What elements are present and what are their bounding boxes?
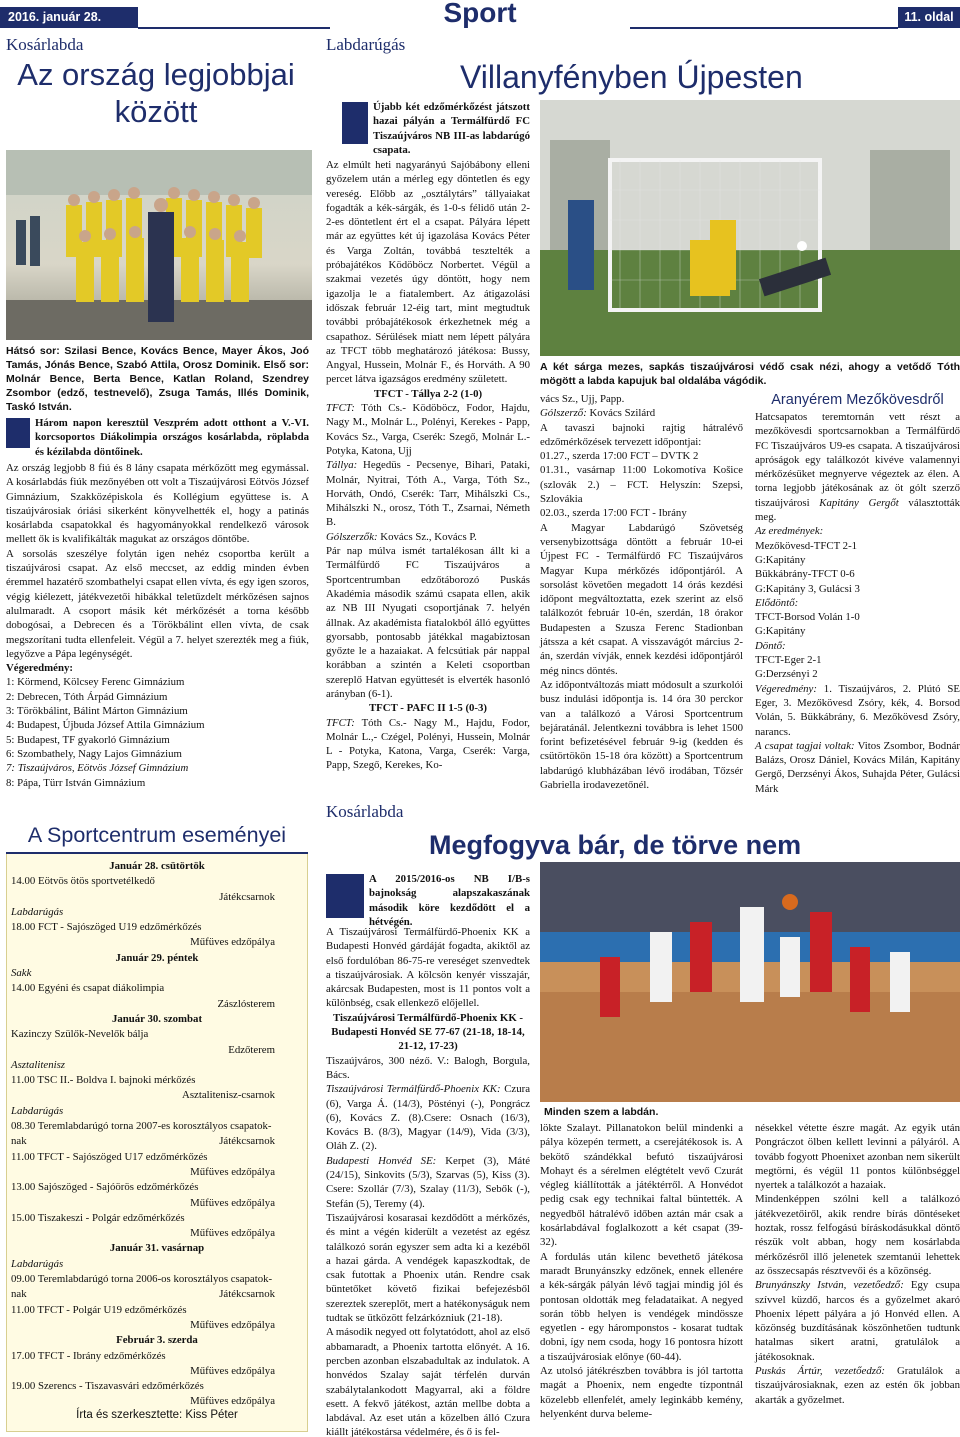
page-header <box>0 0 960 30</box>
event-venue: Játékcsarnok <box>219 890 275 903</box>
result-line: Bükkábrány-TFCT 0-6 <box>755 568 855 581</box>
col-2: vács Sz., Ujj, Papp. Gólszerző: Kovács Szilárd A tavaszi bajnoki rajtig hátralévő edzőmérkőzések tervezett időpontjai: 01.27., szerda 17:00 FCT – DVTK 2 01.31., vasárnap 11:00 Lokomotíva Košice (szlovák 2.) – FCT. Helyszín: Szepsi, Szlovákia 02.03., szerda 17:00 FCT - Ibrány A Magyar Labdarúgó Szövetség versenybizottsága döntött a február 10-ei Újpest FC - Termálfürdő FC Tiszaújváros Magyar Kupa mérkőzés időpontjáról. A sorsolást követően megadott 14 órás kezdési időpont megváltoztatta, ezek szerint az első találkozót február 10-én, szerdán, 18 órakor Budapesten a Szusza Ferenc Stadionban játssza a két csapat. A visszavágót március 2-án, szerdán vívják, ennek kezdési időpontjáról még nincs döntés. Az időpontváltozás miatt módosult a szurkolói busz indulási időpontja is. 14 óra 30 perckor van a találkozó a Városi Sportcentrum bejáratánál. Jelentkezni továbbra is lehet 1500 forint befizetésével február 9-ig (kedden és csütörtökön 15-18 óra között) a Sportcentrum labdarúgó klubházában lévő irodában, Tőzsér Gabriella irodavezetőnél. <box>540 393 743 792</box>
result-line: Elődöntő: <box>755 596 799 609</box>
event-day: Január 30. szombat <box>111 1012 203 1025</box>
headline: Megfogyva bár, de törve nem <box>429 830 802 860</box>
result-line: G:Kapitány <box>755 553 806 566</box>
event-day: Január 31. vasárnap <box>109 1242 205 1255</box>
event-venue: Asztalitenisz-csarnok <box>182 1089 275 1102</box>
event-line: 15.00 Tiszakeszi - Polgár edzőmérkőzés <box>11 1211 185 1224</box>
events-box <box>6 818 308 1432</box>
article-basketball <box>326 800 960 1437</box>
event-line: nak Játékcsarnok <box>11 1135 275 1148</box>
event-venue: Műfüves edzőpálya <box>190 1318 275 1331</box>
event-line: 14.00 Egyéni és csapat diákolimpia <box>11 982 165 995</box>
results-list <box>755 539 960 682</box>
article-body: Az ország legjobb 8 fiú és 8 lány csapata mérkőzött meg egymással. A kosárlabdás fiúk mezőnyében ott volt a Tiszaújvárosi Eötvös József Gimnázium, Szakközépiskola és Kollégium együttese is. A tiszaújvárosiak óriási sikerként könyvelhették el, hogy a patinás kosárlabda csapatokkal és hagyományokkal rendelkező városok mellett ők is kvalifikálták magukat az országos döntőbe. A sorsolás szeszélye folytán igen nehéz csoportba került a tiszaújvárosi csapat. Az első meccset, az eddig minden évben éremmel hazatérő szombathelyi csapat ellen vívta, és egy igen szoros, végig kiélezett, játékvezetői hibákkal teletűzdelt mérkőzésen sajnos alulmaradt. A csoport másik két mérkőzését a torna később dobogósai, a Debrecen és a Törökbálint ellen vívta, de csak megszorítani tudta ellenfeleit. Végül a 7. helyet szerezték meg a fiúk, legyőzve a Pápa legénységét. Végeredmény: 1: Körmend, Kölcsey Ferenc Gimnázium 2: Debrecen, Tóth Árpád Gimnázium 3: Törökbálint, Bálint Márton Gimnázium 4: Budapest, Újbuda József Attila Gimnázium 5: Budapest, TF gyakorló Gimnázium 6: Szombathely, Nagy Lajos Gimnázium 7: Tiszaújváros, Eötvös József Gimnázium 8: Pápa, Türr István Gimnázium <box>6 462 309 789</box>
event-line: 08.30 Teremlabdarúgó torna 2007-es korosztályos csapatok- <box>11 1120 272 1133</box>
credit: Írta és szerkesztette: Kiss Péter <box>76 1409 238 1421</box>
event-venue: Edzőterem <box>228 1043 275 1056</box>
sidebar-title: Aranyérem Mezőkövesdről <box>771 392 944 408</box>
article-football <box>326 34 960 824</box>
event-category: Labdarúgás <box>11 1257 64 1270</box>
lead: A 2015/2016-os NB I/B-s bajnokság alapszakaszának második köre kezdődött el a hétvégén. <box>326 872 530 929</box>
drop-cap <box>326 874 364 918</box>
event-line: Kazinczy Szülők-Nevelők bálja <box>11 1028 149 1041</box>
event-category: Asztalitenisz <box>11 1058 65 1071</box>
results-heading: Végeredmény: <box>6 662 73 675</box>
headline: Villanyfényben Újpesten <box>460 59 803 95</box>
event-day: Január 29. péntek <box>115 951 199 964</box>
event-venue: Műfüves edzőpálya <box>190 936 275 949</box>
event-venue: Műfüves edzőpálya <box>190 1364 275 1377</box>
event-category: Sakk <box>11 967 32 980</box>
event-venue: Műfüves edzőpálya <box>190 1196 275 1209</box>
event-line: nak Játékcsarnok <box>11 1288 275 1301</box>
drop-cap <box>6 418 30 448</box>
event-day: Február 3. szerda <box>116 1334 198 1347</box>
events-list <box>11 859 303 1410</box>
result-line: G:Derzsényi 2 <box>755 668 818 681</box>
event-day: Január 28. csütörtök <box>109 860 205 872</box>
result-line: G:Kapitány <box>755 625 806 638</box>
basketball-photo <box>540 862 960 1102</box>
result-line: G:Kapitány 3, Gulácsi 3 <box>755 582 860 595</box>
drop-cap <box>342 102 368 144</box>
event-venue: Műfüves edzőpálya <box>190 1395 275 1408</box>
col-1: A Tiszaújvárosi Termálfürdő-Phoenix KK a Budapesti Honvéd gárdáját fogadta, akiktől az első fordulóban 86-75-re vereséget szenvedtek a tiszaújvárosiak. A kölcsön kenyér visszajár, akárcsak Budapesten, most is 11 pontos volt a különbség, csak ellenkező előjellel. Tiszaújvárosi Termálfürdő-Phoenix KK - Budapesti Honvéd SE 77-67 (21-18, 18-14, 21-12, 17-23) Tiszaújváros, 300 néző. V.: Balogh, Borgula, Bács. Tiszaújvárosi Termálfürdő-Phoenix KK: Czura (6), Varga Á. (14/3), Pöstényi (-), Pongrácz (6), Kovács Z. (8).Csere: Osnach (16/3), Kovács B. (8/3), Magyar (14/9), Vida (3/3), Oláh Z. (2). Budapesti Honvéd SE: Kerpet (3), Máté (24/15), Sinkovits (5/3), Szarvas (5), Kiss (3). Csere: Szollár (7/3), Szalay (11/3), Sebők (-), Stefán (5), Teremy (4). Tiszaújvárosi kosarasai kezdődött a mérkőzés, és mint a végén kiderült a vezetést az egész találkozó során egyszer sem adta ki a kezéből a hazai gárda. A vendégek kapaszkodtak, de csak futottak a Phoenix után. Rendre csak büntetőket követő fizikai befejezésből szereztek szereplőt, mert a hatékonyságuk nem tudtak se ütközött felzárkózniuk (21-18). A második negyed ott folytatódott, ahol az első abbamaradt, a Phoenix tartotta előnyét. A 16. percben azonban elszabadultak az indulatok. A honvédos Szalay saját térfelén durván szabálytalankodott Magyarral, aki a földre esett. A fekvő játékost, aztán mellbe dobta a labdával. Az eset után a közelben álló Czura kiállt játékostársa védelmére, és ő is fel- <box>326 926 531 1437</box>
photo-caption: Hátsó sor: Szilasi Bence, Kovács Bence, Mayer Ákos, Joó Tamás, Jónás Bence, Szabó Attila, Orosz Dominik. Első sor: Molnár Bence, Berta Bence, Katlan Roland, Szendrey Zsombor (edző, testnevelő), Zsuga Tamás, Illés Dominik, Taskó István. <box>6 345 309 413</box>
kicker: Kosárlabda <box>6 35 84 54</box>
photo-caption: Minden szem a labdán. <box>544 1106 659 1118</box>
event-venue: Műfüves edzőpálya <box>190 1227 275 1240</box>
event-venue: Zászlósterem <box>217 997 275 1010</box>
event-line: 09.00 Teremlabdarúgó torna 2006-os korosztályos csapatok- <box>11 1273 273 1286</box>
result-line: Mezőkövesd-TFCT 2-1 <box>755 539 858 552</box>
events-title: A Sportcentrum eseményei <box>6 818 308 854</box>
event-line: 17.00 TFCT - Ibrány edzőmérkőzés <box>11 1349 166 1362</box>
event-category: Labdarúgás <box>11 1104 64 1117</box>
results-list: 1: Körmend, Kölcsey Ferenc Gimnázium 2: Debrecen, Tóth Árpád Gimnázium 3: Törökbálint, Bálint Márton Gimnázium 4: Budapest, Újbuda József Attila Gimnázium 5: Budapest, TF gyakorló Gimnázium 6: Szombathely, Nagy Lajos Gimnázium 7: Tiszaújváros, Eötvös József Gimnázium 8: Pápa, Türr István Gimnázium <box>6 676 205 789</box>
kicker: Kosárlabda <box>326 802 404 821</box>
headline: Az ország legjobbjai között <box>17 57 295 129</box>
col-1: Az elmúlt heti nagyarányú Sajóbábony elleni győzelem után a mérleg egy döntetlen és egy vereség. Előbb az „osztálytárs” tállyaiakat fogadták a kék-sárgák, és 1-0-s félidő után 2-2-es döntetlent ért el a csapat. Pályára lépett már az együttes két új igazolása Kovács Péter és Varga Zoltán, továbbá tesztelték a próbajátékos Ködöböcz Norbertet. Végül a szakmai vezetés úgy döntött, hogy nem igazolja le a fiatalembert. Az átigazolási időszak február 12-éig tart, mint megtudtuk további próbajátékosok érkezhetnek még a csapathoz. Sérülések miatt nem lépett pályára az TFCT több meghatározó játékosa: Bussy, Angyal, Hussein, Molnár F., és Horváth. A 90 percet látva igazságos eredmény született. TFCT - Tállya 2-2 (1-0) TFCT: Tóth Cs.- Ködöböcz, Fodor, Hajdu, Nagy M., Molnár L., Polényi, Kerekes - Papp, Kovács Sz., Varga, Cserék: Szegő, Molnár L.- Potyka, Katona, Ujj Tállya: Hegedüs - Pecsenye, Bihari, Pataki, Molnár, Nyitrai, Tóth A., Varga, Tóth Sz., Horváth, Ondó, Cserék: Tarr, Mihálszki Cs., Mihálszki N., orosz, Tóth T., Zsarnai, Németh B. Gólszerzők: Kovács Sz., Kovács P. Pár nap múlva ismét tartalékosan állt ki a Termálfürdő FC Tiszaújváros a Sportcentrumban edzőtáborozó Puskás Akadémia második számú csapata ellen, akik az NB III Nyugati csoportjának 7. helyén állnak. Az akadémista fiatalokból álló együttes gyorsabb, pontosabb játékkal magabiztosan győzte le a hazaiakat. A felcsútiak pár nappal korábban a szintén a Keleti csoportban szereplő Hatvan együttesét is elverték hasonló arányban (6-1). TFCT - PAFC II 1-5 (0-3) TFCT: Tóth Cs.- Nagy M., Hajdu, Fodor, Molnár L.,- Czégel, Polényi, Hussein, Molnár L - Potyka, Katona, Varga, Cserék: Varga, Papp, Szegő, Kerekes, Ko- <box>326 159 530 772</box>
event-line: 11.00 TFCT - Polgár U19 edzőmérkőzés <box>11 1303 187 1316</box>
football-photo <box>540 100 960 356</box>
page-number: 11. oldal <box>898 7 960 28</box>
lead: Újabb két edzőmérkőzést játszott hazai pályán a Termálfürdő FC Tiszaújváros NB III-as labdarúgó csapata. <box>342 100 530 157</box>
section-title: Sport <box>330 0 630 29</box>
event-line: 18.00 FCT - Sajószöged U19 edzőmérkőzés <box>11 921 202 934</box>
event-category: Labdarúgás <box>11 905 64 918</box>
event-venue: Műfüves edzőpálya <box>190 1165 275 1178</box>
issue-date: 2016. január 28. <box>0 7 138 28</box>
kicker: Labdarúgás <box>326 35 406 54</box>
event-line: 11.00 TFCT - Sajószöged U17 edzőmérkőzés <box>11 1150 208 1163</box>
event-line: 13.00 Sajószöged - Sajóörös edzőmérkőzés <box>11 1181 199 1194</box>
lead: Három napon keresztül Veszprém adott otthont a V.-VI. korcsoportos Diákolimpia országos kosárlabda, röplabda és kézilabda döntőinek. <box>6 416 309 459</box>
photo-caption: A két sárga mezes, sapkás tiszaújvárosi védő csak nézi, ahogy a vetődő Tóth mögött a labda kapujuk bal oldalába vágódik. <box>540 361 960 387</box>
sidebar-body: Hatcsapatos teremtornán vett részt a mezőkövesdi sportcsarnokban a Termálfürdő FC Tiszaújváros U9-es csapata. A tiszaújvárosi apróságok egy találkozót kivéve valamennyi mérkőzésüket megnyerve végeztek az élen. A torna legjobb játékosának az öt gólt szerző tiszaújvárosi Kapitány Gergőt választották meg. Az eredmények: Mezőkövesd-TFCT 2-1 G:Kapitány Bükkábrány-TFCT 0-6 G:Kapitány 3, Gulácsi 3 Elődöntő: TFCT-Borsod Volán 1-0 G:Kapitány Döntő: TFCT-Eger 2-1 G:Derzsényi 2 Végeredmény: 1. Tiszaújváros, 2. Plútó SE Eger, 3. Mezőkövesd Zsóry, kék, 4. Borsod Volán, 5. Bükkábrány, 6. Mezőkövesd Zsóry, narancs. A csapat tagjai voltak: Vitos Zsombor, Bodnár Balázs, Orosz Dániel, Kovács Milán, Kapitány Gergő, Derzsényi Ákos, Suhajda Péter, Gulácsi Márk <box>755 411 960 795</box>
team-photo <box>6 150 312 340</box>
event-line: 14.00 Eötvös ötös sportvetélkedő <box>11 875 155 888</box>
col-2: lökte Szalayt. Pillanatokon belül mindenki a pálya közepén termett, a cserejátékosok is. A bekötő szándékkal befutó tiszaújvárosi Mohayt és a sérelmen elégtételt vevő Czurát végleg kiállították a játéktérről. A Honvédot pedig csak egy technikai faltal büntették. A negyedből hátralévő időben aztán már csak a kosárlabdával foglalkozott a két csapat (39-32). A fordulás után kilenc bevethető játékosa maradt Brunyánszky edzőnek, ennek ellenére a kék-sárgák pályán lévő tagjai mindig jól és pontosan oldották meg feladataikat. A negyed során több helyen is vendégek mindössze egyetlen - egy háromponstos - kosarat tudtak dobni, így nem csoda, hogy 16 pontosra hízott a tiszaújvárosiak előnye (60-44). Az utolsó játékrészben továbbra is jól tartotta magát a Phoenix, nem engedte tízpontnál közelebb ellenfelét, amely leginkább kemény, helyenként durva beleme- <box>540 1122 743 1420</box>
col-3: nésekkel vétette észre magát. Az egyik után Pongráczot ölben kellett levinni a pályáról. A tovább fogyott Phoenixet azonban nem sikerült megtörni, és végül 11 pontos különbséggel nyertek a találkozót a hazaiak. Mindenképpen szólni kell a találkozó játékvezetőiről, akik rendre bírás döntéseket hoztak, rossz felfogású bíráskodásukkal döntő részük volt abban, hogy nem kosárlabda mérkőzésről illő jelenetek szemtanúi lehettek az összecsapás résztvevői és a közönség. Brunyánszky István, vezetőedző: Egy csupa szívvel küzdő, harcos és a győzelmet akaró Phoenix lépett pályára a jó Honvéd ellen. A közönség buzdításának köszönhetően tudtunk hatalmas sikert aratni, gratulálok a játékosoknak. Puskás Ártúr, vezetőedző: Gratulálok a tiszaújvárosiaknak, ezen az estén ők jobban akarták a győzelmet. <box>755 1122 960 1406</box>
sidebar-bronze <box>755 392 960 796</box>
result-line: TFCT-Eger 2-1 <box>755 654 822 667</box>
event-line: 11.00 TSC II.- Boldva I. bajnoki mérkőzés <box>11 1074 196 1087</box>
result-line: Döntő: <box>755 639 786 652</box>
result-line: TFCT-Borsod Volán 1-0 <box>755 611 860 624</box>
event-line: 19.00 Szerencs - Tiszavasvári edzőmérkőzés <box>11 1380 204 1393</box>
